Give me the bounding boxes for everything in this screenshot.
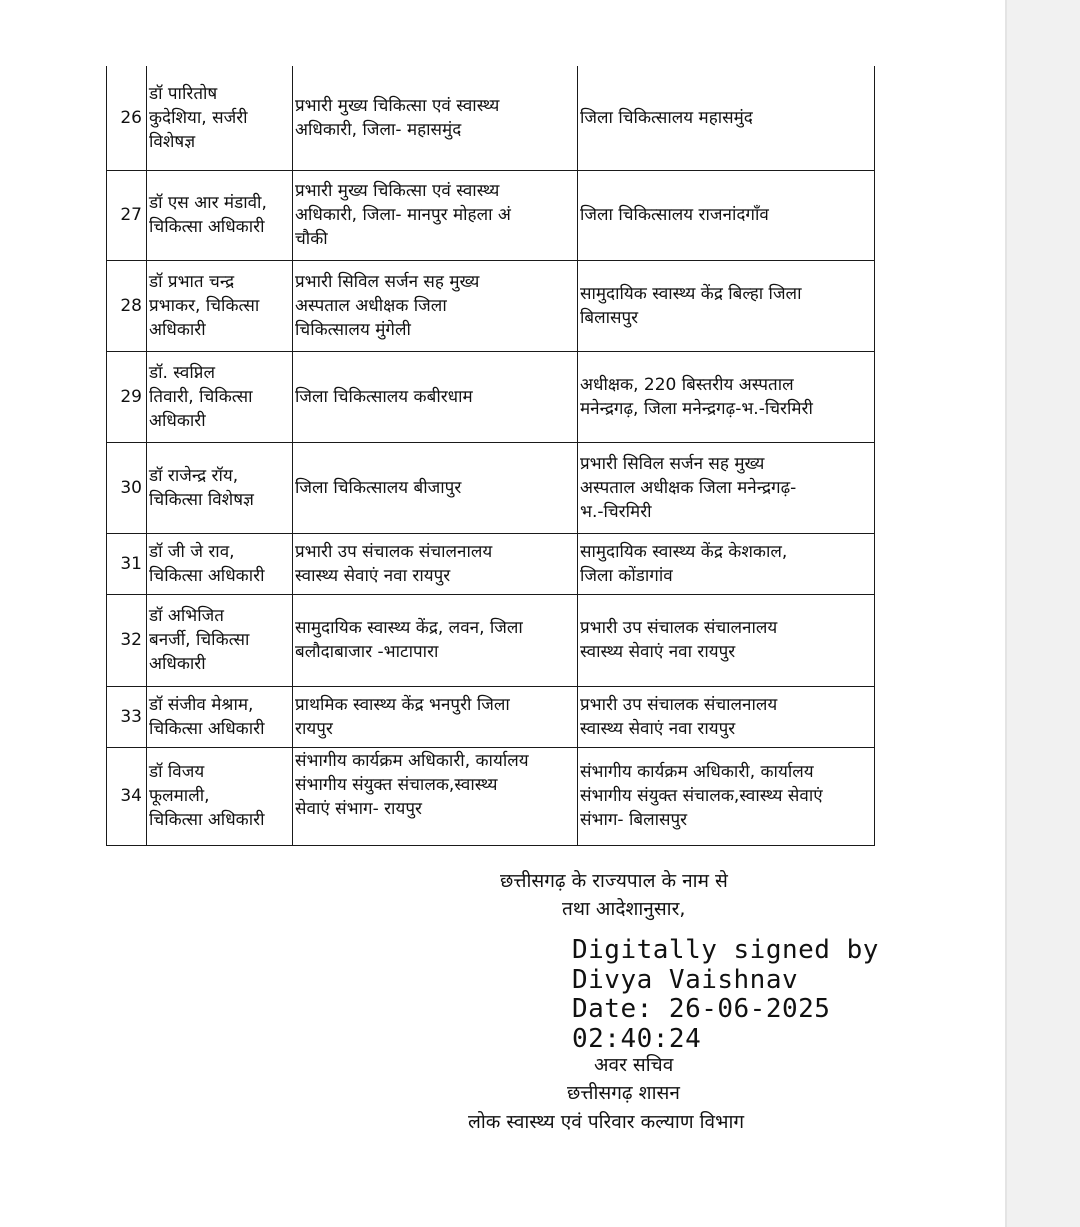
new-posting: प्रभारी सिविल सर्जन सह मुख्य अस्पताल अधीक्षक जिला मनेन्द्रगढ़- भ.-चिरमिरी (578, 442, 875, 533)
table-row (107, 442, 875, 533)
current-posting: सामुदायिक स्वास्थ्य केंद्र, लवन, जिला बलौदाबाजार -भाटापारा (293, 594, 578, 686)
current-posting: प्राथमिक स्वास्थ्य केंद्र भनपुरी जिला रायपुर (293, 686, 578, 747)
table-row (107, 66, 875, 170)
current-posting: प्रभारी मुख्य चिकित्सा एवं स्वास्थ्य अधिकारी, जिला- मानपुर मोहला अं चौकी (293, 170, 578, 260)
row-number: 34 (107, 747, 147, 845)
row-number: 33 (107, 686, 147, 747)
new-posting: जिला चिकित्सालय महासमुंद (578, 66, 875, 170)
officer-name: डॉ विजय फूलमाली, चिकित्सा अधिकारी (147, 747, 293, 845)
new-posting: प्रभारी उप संचालक संचालनालय स्वास्थ्य सेवाएं नवा रायपुर (578, 686, 875, 747)
signature-line-name: Divya Vaishnav (572, 964, 799, 995)
new-posting: अधीक्षक, 220 बिस्तरीय अस्पताल मनेन्द्रगढ़, जिला मनेन्द्रगढ़-भ.-चिरमिरी (578, 351, 875, 442)
table-row (107, 533, 875, 594)
digital-signature (572, 936, 879, 1054)
new-posting: सामुदायिक स्वास्थ्य केंद्र बिल्हा जिला बिलासपुर (578, 260, 875, 351)
current-posting: प्रभारी उप संचालक संचालनालय स्वास्थ्य सेवाएं नवा रायपुर (293, 533, 578, 594)
closing-line-order: तथा आदेशानुसार, (562, 898, 686, 920)
current-posting: संभागीय कार्यक्रम अधिकारी, कार्यालय संभागीय संयुक्त संचालक,स्वास्थ्य सेवाएं संभाग- रायपुर (293, 747, 578, 845)
officer-name: डॉ जी जे राव, चिकित्सा अधिकारी (147, 533, 293, 594)
designation-title: अवर सचिव (594, 1054, 674, 1076)
current-posting: जिला चिकित्सालय कबीरधाम (293, 351, 578, 442)
new-posting: सामुदायिक स्वास्थ्य केंद्र केशकाल, जिला कोंडागांव (578, 533, 875, 594)
current-posting: प्रभारी सिविल सर्जन सह मुख्य अस्पताल अधीक्षक जिला चिकित्सालय मुंगेली (293, 260, 578, 351)
viewer-margin (1007, 0, 1080, 1227)
row-number: 30 (107, 442, 147, 533)
row-number: 29 (107, 351, 147, 442)
table-row (107, 351, 875, 442)
table-row (107, 260, 875, 351)
row-number: 28 (107, 260, 147, 351)
new-posting: संभागीय कार्यक्रम अधिकारी, कार्यालय संभागीय संयुक्त संचालक,स्वास्थ्य सेवाएं संभाग- बिलासपुर (578, 747, 875, 845)
table-row (107, 594, 875, 686)
officer-name: डॉ प्रभात चन्द्र प्रभाकर, चिकित्सा अधिकारी (147, 260, 293, 351)
table-row (107, 747, 875, 845)
designation-government: छत्तीसगढ़ शासन (567, 1082, 680, 1104)
officer-name: डॉ अभिजित बनर्जी, चिकित्सा अधिकारी (147, 594, 293, 686)
table-row (107, 170, 875, 260)
row-number: 26 (107, 66, 147, 170)
row-number: 32 (107, 594, 147, 686)
transfer-table (106, 66, 875, 846)
table-row (107, 686, 875, 747)
closing-line-governor: छत्तीसगढ़ के राज्यपाल के नाम से (500, 870, 728, 892)
officer-name: डॉ एस आर मंडावी, चिकित्सा अधिकारी (147, 170, 293, 260)
current-posting: प्रभारी मुख्य चिकित्सा एवं स्वास्थ्य अधिकारी, जिला- महासमुंद (293, 66, 578, 170)
officer-name: डॉ पारितोष कुदेशिया, सर्जरी विशेषज्ञ (147, 66, 293, 170)
signature-line-date: Date: 26-06-2025 (572, 994, 831, 1024)
row-number: 31 (107, 533, 147, 594)
officer-name: डॉ. स्वप्निल तिवारी, चिकित्सा अधिकारी (147, 351, 293, 442)
signature-line-signed-by: Digitally signed by (572, 935, 879, 965)
row-number: 27 (107, 170, 147, 260)
officer-name: डॉ संजीव मेश्राम, चिकित्सा अधिकारी (147, 686, 293, 747)
officer-name: डॉ राजेन्द्र रॉय, चिकित्सा विशेषज्ञ (147, 442, 293, 533)
signature-line-time: 02:40:24 (572, 1023, 702, 1054)
designation-department: लोक स्वास्थ्य एवं परिवार कल्याण विभाग (468, 1111, 745, 1133)
new-posting: प्रभारी उप संचालक संचालनालय स्वास्थ्य सेवाएं नवा रायपुर (578, 594, 875, 686)
new-posting: जिला चिकित्सालय राजनांदगाँव (578, 170, 875, 260)
current-posting: जिला चिकित्सालय बीजापुर (293, 442, 578, 533)
